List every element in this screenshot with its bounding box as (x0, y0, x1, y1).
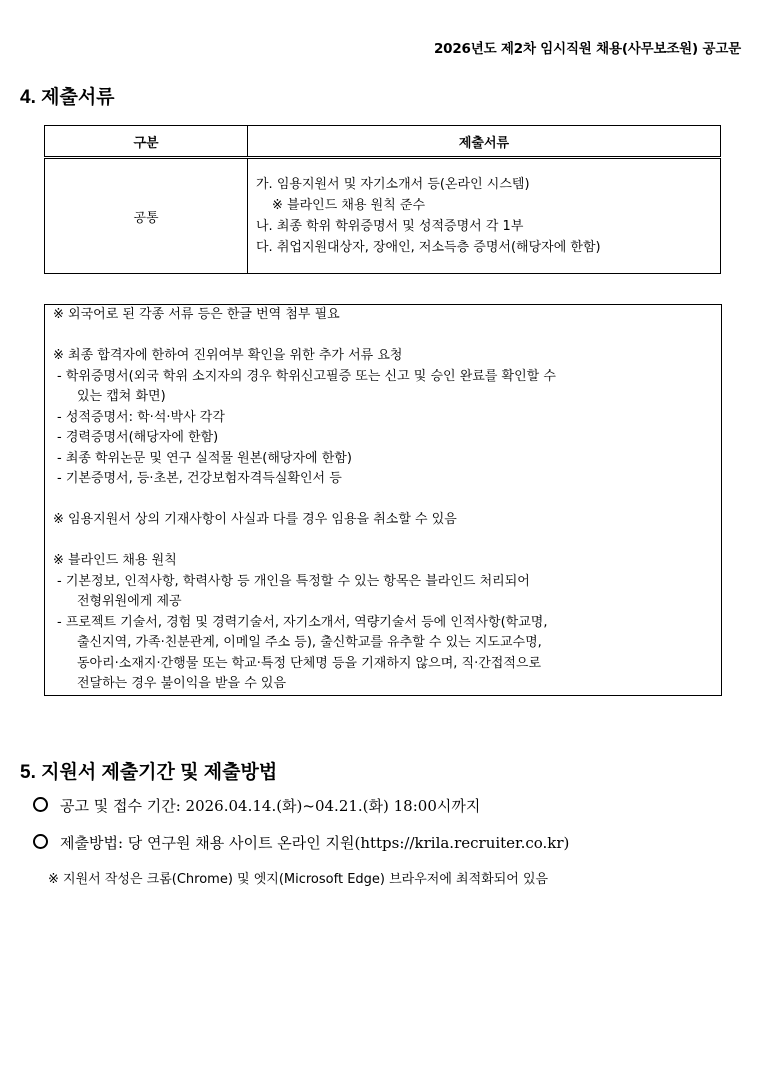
submission-method-text: 제출방법: 당 연구원 채용 사이트 온라인 지원(https://krila.recruiter.co.kr) (60, 834, 570, 852)
document-item: 다. 취업지원대상자, 장애인, 저소득층 증명서(해당자에 한함) (256, 240, 601, 255)
document-item: 가. 임용지원서 및 자기소개서 등(온라인 시스템) (256, 177, 530, 192)
browser-compatibility-note: ※ 지원서 작성은 크롬(Chrome) 및 엣지(Microsoft Edge) 브라우저에 최적화되어 있음 (48, 872, 549, 887)
table-header-row (45, 126, 721, 158)
notice-list-item-continued: 전형위원에게 제공 (77, 594, 182, 609)
hollow-circle-bullet-icon (33, 797, 48, 812)
document-subnote: ※ 블라인드 채용 원칙 준수 (272, 198, 426, 213)
application-period-text: 공고 및 접수 기간: 2026.04.14.(화)~04.21.(화) 18:00시까지 (60, 797, 481, 815)
submission-method (33, 832, 569, 853)
table-row (45, 158, 721, 274)
notice-list-item: - 최종 학위논문 및 연구 실적물 원본(해당자에 한함) (57, 450, 352, 466)
notice-list-item-continued: 동아리·소재지·간행물 또는 학교·특정 단체명 등을 기재하지 않으며, 직·간접적으로 (77, 655, 542, 671)
row-label-common: 공통 (45, 158, 248, 274)
notice-list-item: - 성적증명서: 학·석·박사 각각 (57, 409, 225, 425)
notice-cancellation: ※ 임용지원서 상의 기재사항이 사실과 다를 경우 임용을 취소할 수 있음 (53, 512, 457, 527)
notice-additional-docs-title: ※ 최종 합격자에 한하여 진위여부 확인을 위한 추가 서류 요청 (53, 348, 403, 363)
application-period (33, 795, 480, 816)
document-item: 나. 최종 학위 학위증명서 및 성적증명서 각 1부 (256, 219, 524, 234)
notice-translation: ※ 외국어로 된 각종 서류 등은 한글 번역 첨부 필요 (53, 307, 340, 322)
notice-blind-hiring-title: ※ 블라인드 채용 원칙 (53, 553, 177, 568)
section-4-heading: 4. 제출서류 (20, 87, 115, 108)
document-header-title: 2026년도 제2차 임시직원 채용(사무보조원) 공고문 (433, 41, 741, 57)
column-header-documents: 제출서류 (248, 126, 721, 158)
submission-documents-table (44, 125, 721, 274)
notice-list-item-continued: 전달하는 경우 불이익을 받을 수 있음 (77, 676, 287, 691)
notice-list-item: - 경력증명서(해당자에 한함) (57, 430, 219, 445)
notice-list-item-continued: 있는 캡쳐 화면) (77, 389, 166, 404)
section-5-heading: 5. 지원서 제출기간 및 제출방법 (20, 762, 278, 783)
documents-list (248, 158, 721, 274)
notice-list-item: - 기본증명서, 등·초본, 건강보험자격득실확인서 등 (57, 471, 342, 486)
hollow-circle-bullet-icon (33, 834, 48, 849)
notice-list-item: - 프로젝트 기술서, 경험 및 경력기술서, 자기소개서, 역량기술서 등에 인적사항(학교명, (57, 614, 548, 630)
notice-list-item: - 학위증명서(외국 학위 소지자의 경우 학위신고필증 또는 신고 및 승인 완료를 확인할 수 (57, 368, 556, 384)
column-header-category: 구분 (45, 126, 248, 158)
notice-box (44, 304, 722, 696)
notice-list-item-continued: 출신지역, 가족·친분관계, 이메일 주소 등), 출신학교를 유추할 수 있는 지도교수명, (77, 635, 542, 650)
notice-list-item: - 기본정보, 인적사항, 학력사항 등 개인을 특정할 수 있는 항목은 블라인드 처리되어 (57, 573, 530, 589)
